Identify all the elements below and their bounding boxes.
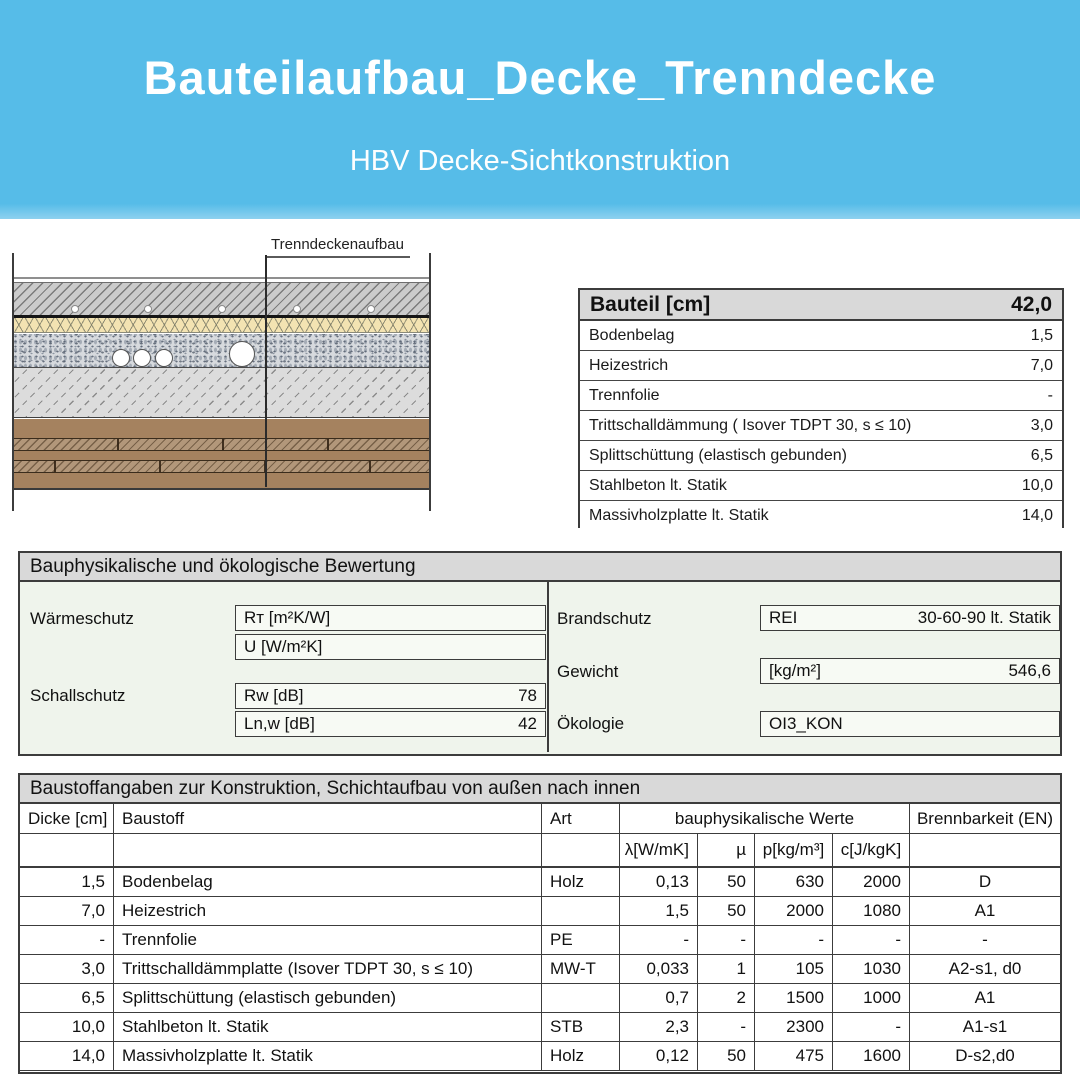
bauteil-row-label: Bodenbelag	[589, 326, 675, 344]
cell-lambda: 0,12	[620, 1042, 698, 1071]
bewertung-panel-body	[20, 582, 1060, 752]
bauteil-row	[580, 381, 1062, 411]
baustoff-table	[18, 773, 1062, 1074]
cell-baustoff: Trittschalldämmplatte (Isover TDPT 30, s ≤ 10)	[114, 955, 542, 984]
cell-baustoff: Heizestrich	[114, 897, 542, 926]
brandschutz-field	[760, 605, 1060, 631]
layer-massivholz	[12, 473, 431, 490]
drawing-label: Trenndeckenaufbau	[265, 236, 410, 258]
conduit-icon	[229, 341, 255, 367]
lnw-field	[235, 711, 546, 737]
cell-art: PE	[542, 926, 620, 955]
layer-splittschuettung	[12, 334, 431, 368]
unit-header-empty	[542, 834, 620, 868]
cell-brennbarkeit: D	[910, 868, 1060, 897]
cell-brennbarkeit: D-s2,d0	[910, 1042, 1060, 1071]
heating-pipe-icon	[218, 305, 226, 313]
col-header-art: Art	[542, 804, 620, 834]
cell-c: 1030	[833, 955, 910, 984]
leader-line	[265, 255, 267, 487]
brandschutz-field-label: REI	[769, 608, 798, 627]
cell-c: 1600	[833, 1042, 910, 1071]
cell-baustoff: Bodenbelag	[114, 868, 542, 897]
layer-massivholz	[12, 451, 431, 460]
cell-dicke: 14,0	[20, 1042, 114, 1071]
cell-lambda: 0,033	[620, 955, 698, 984]
cell-baustoff: Stahlbeton lt. Statik	[114, 1013, 542, 1042]
bauteil-row-value: -	[1047, 386, 1053, 404]
u-field-label: U [W/m²K]	[244, 637, 323, 656]
cell-baustoff: Trennfolie	[114, 926, 542, 955]
schallschutz-label: Schallschutz	[30, 686, 126, 705]
col-header-dicke: Dicke [cm]	[20, 804, 114, 834]
panel-divider	[547, 582, 549, 752]
cell-rho: -	[755, 926, 833, 955]
heating-pipe-icon	[367, 305, 375, 313]
bauteil-table-header	[580, 288, 1062, 321]
cell-dicke: 10,0	[20, 1013, 114, 1042]
cell-mu: -	[698, 926, 755, 955]
cell-brennbarkeit: A1	[910, 984, 1060, 1013]
conduit-icon	[112, 349, 130, 367]
section-boundary-line	[429, 253, 431, 511]
cell-dicke: -	[20, 926, 114, 955]
rt-field-label: Rᴛ [m²K/W]	[244, 608, 331, 627]
rt-field	[235, 605, 546, 631]
cell-c: 1080	[833, 897, 910, 926]
col-header-brennbarkeit: Brennbarkeit (EN)	[910, 804, 1060, 834]
cell-lambda: 2,3	[620, 1013, 698, 1042]
layer-stahlbeton	[12, 368, 431, 418]
heating-pipe-icon	[293, 305, 301, 313]
baustoff-table-title: Baustoffangaben zur Konstruktion, Schichtaufbau von außen nach innen	[20, 775, 1060, 804]
rw-field-label: Rw [dB]	[244, 686, 304, 705]
gewicht-field	[760, 658, 1060, 684]
cell-rho: 105	[755, 955, 833, 984]
bauteil-row-label: Trittschalldämmung ( Isover TDPT 30, s ≤ 10)	[589, 416, 912, 434]
cell-mu: 50	[698, 868, 755, 897]
cell-lambda: -	[620, 926, 698, 955]
layer-massivholz-querlage	[12, 460, 431, 473]
cell-rho: 475	[755, 1042, 833, 1071]
cell-rho: 1500	[755, 984, 833, 1013]
section-boundary-line	[12, 253, 14, 511]
bauteil-row-label: Stahlbeton lt. Statik	[589, 476, 727, 494]
layer-massivholz	[12, 419, 431, 438]
hero-banner	[0, 0, 1080, 219]
cell-c: 1000	[833, 984, 910, 1013]
cell-mu: 50	[698, 1042, 755, 1071]
lnw-field-value: 42	[518, 714, 537, 733]
unit-header-mu: µ	[698, 834, 755, 868]
page-subtitle: HBV Decke-Sichtkonstruktion	[349, 145, 731, 177]
unit-header-empty	[114, 834, 542, 868]
unit-header-lambda: λ[W/mK]	[620, 834, 698, 868]
bauteil-row	[580, 321, 1062, 351]
layer-massivholz-querlage	[12, 438, 431, 451]
bewertung-panel-title: Bauphysikalische und ökologische Bewertung	[20, 553, 1060, 582]
cell-baustoff: Splittschüttung (elastisch gebunden)	[114, 984, 542, 1013]
cell-lambda: 0,7	[620, 984, 698, 1013]
cell-dicke: 6,5	[20, 984, 114, 1013]
page-title: Bauteilaufbau_Decke_Trenndecke	[143, 51, 937, 104]
lnw-field-label: Ln,w [dB]	[244, 714, 315, 733]
bauteil-row-value: 3,0	[1030, 416, 1053, 434]
cell-brennbarkeit: -	[910, 926, 1060, 955]
cell-art	[542, 984, 620, 1013]
cell-mu: -	[698, 1013, 755, 1042]
baustoff-table-grid	[20, 804, 1060, 1071]
oekologie-field	[760, 711, 1060, 737]
brandschutz-label: Brandschutz	[557, 609, 652, 628]
bauteil-row	[580, 501, 1062, 528]
heating-pipe-icon	[71, 305, 79, 313]
cell-rho: 2300	[755, 1013, 833, 1042]
oekologie-label: Ökologie	[557, 714, 625, 733]
bauteil-row-label: Massivholzplatte lt. Statik	[589, 506, 769, 524]
cell-brennbarkeit: A2-s1, d0	[910, 955, 1060, 984]
unit-header-c: c[J/kgK]	[833, 834, 910, 868]
cell-rho: 2000	[755, 897, 833, 926]
oekologie-field-label: OI3_KON	[769, 714, 843, 733]
col-header-baustoff: Baustoff	[114, 804, 542, 834]
bauteil-row-value: 1,5	[1030, 326, 1053, 344]
cell-dicke: 7,0	[20, 897, 114, 926]
bauteil-row-value: 10,0	[1021, 476, 1053, 494]
unit-header-empty	[20, 834, 114, 868]
cell-brennbarkeit: A1-s1	[910, 1013, 1060, 1042]
layer-trittschalldaemmung	[12, 318, 431, 333]
construction-drawing	[12, 235, 431, 512]
cell-art: MW-T	[542, 955, 620, 984]
cell-rho: 630	[755, 868, 833, 897]
bauteil-row-label: Trennfolie	[589, 386, 660, 404]
bauteil-row-label: Splittschüttung (elastisch gebunden)	[589, 446, 847, 464]
cell-lambda: 1,5	[620, 897, 698, 926]
cell-art: Holz	[542, 1042, 620, 1071]
col-header-bauphysikalische-werte: bauphysikalische Werte	[620, 804, 910, 834]
layer-bodenbelag	[12, 277, 431, 279]
bauteil-row	[580, 351, 1062, 381]
conduit-icon	[155, 349, 173, 367]
unit-header-rho: p[kg/m³]	[755, 834, 833, 868]
bauteil-row-value: 7,0	[1030, 356, 1053, 374]
cell-art	[542, 897, 620, 926]
bauteil-row-value: 14,0	[1021, 506, 1053, 524]
cell-brennbarkeit: A1	[910, 897, 1060, 926]
rw-field-value: 78	[518, 686, 537, 705]
gewicht-label: Gewicht	[557, 662, 619, 681]
unit-header-empty	[910, 834, 1060, 868]
gewicht-field-value: 546,6	[1008, 661, 1051, 680]
cell-mu: 50	[698, 897, 755, 926]
bauteil-total-value: 42,0	[1011, 292, 1052, 316]
brandschutz-field-value: 30-60-90 lt. Statik	[917, 608, 1051, 627]
cell-c: -	[833, 1013, 910, 1042]
bauteil-row-value: 6,5	[1030, 446, 1053, 464]
cell-art: STB	[542, 1013, 620, 1042]
cell-mu: 1	[698, 955, 755, 984]
bauteil-header-label: Bauteil [cm]	[590, 292, 711, 316]
bauteil-row-label: Heizestrich	[589, 356, 669, 374]
gewicht-field-label: [kg/m²]	[769, 661, 821, 680]
cell-mu: 2	[698, 984, 755, 1013]
conduit-icon	[133, 349, 151, 367]
cell-baustoff: Massivholzplatte lt. Statik	[114, 1042, 542, 1071]
cell-dicke: 3,0	[20, 955, 114, 984]
cell-lambda: 0,13	[620, 868, 698, 897]
u-field	[235, 634, 546, 660]
rw-field	[235, 683, 546, 709]
cell-c: -	[833, 926, 910, 955]
cell-c: 2000	[833, 868, 910, 897]
heating-pipe-icon	[144, 305, 152, 313]
cell-dicke: 1,5	[20, 868, 114, 897]
bauteil-table	[578, 288, 1064, 528]
bauteil-row	[580, 411, 1062, 441]
bauteil-row	[580, 471, 1062, 501]
bewertung-panel	[18, 551, 1062, 756]
waermeschutz-label: Wärmeschutz	[30, 609, 134, 628]
bauteil-row	[580, 441, 1062, 471]
cell-art: Holz	[542, 868, 620, 897]
